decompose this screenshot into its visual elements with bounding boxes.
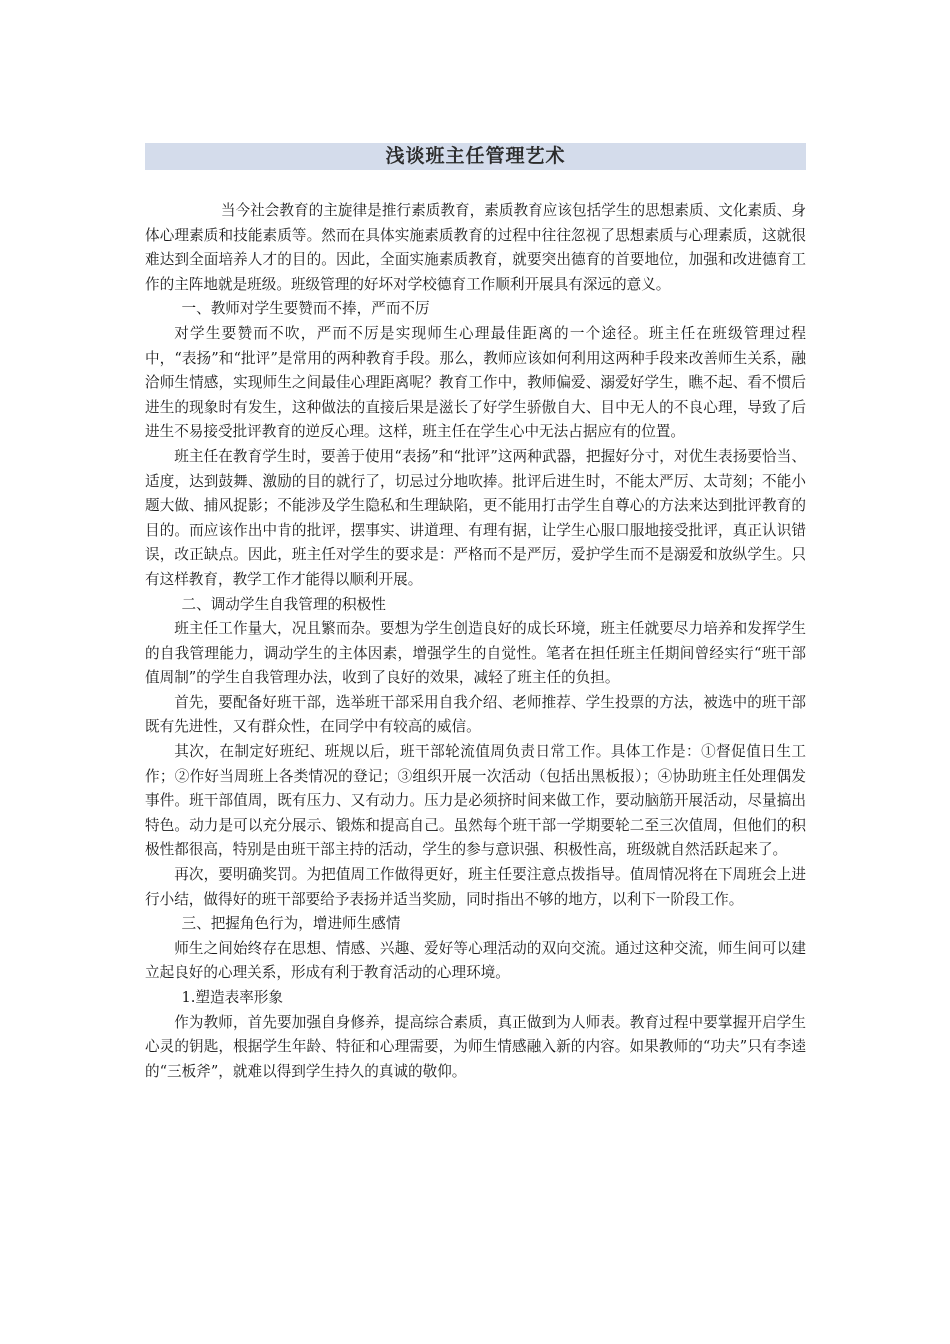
body-paragraph: 班主任工作量大，况且繁而杂。要想为学生创造良好的成长环境，班主任就要尽力培养和发挥学生的自我管理能力，调动学生的主体因素，增强学生的自觉性。笔者在担任班主任期间曾经实行“班干部值周制”的学生自我管理办法，收到了良好的效果，减轻了班主任的负担。 xyxy=(145,620,806,687)
subsection-heading: 1.塑造表率形象 xyxy=(181,989,283,1006)
body-paragraph: 作为教师，首先要加强自身修养，提高综合素质，真正做到为人师表。教育过程中要掌握开启学生心灵的钥匙，根据学生年龄、特征和心理需要，为师生情感融入新的内容。如果教师的“功夫”只有李逵的“三板斧”，就难以得到学生持久的真诚的敬仰。 xyxy=(145,1013,806,1080)
body-paragraph: 对学生要赞而不吹，严而不厉是实现师生心理最佳距离的一个途径。班主任在班级管理过程中，“表扬”和“批评”是常用的两种教育手段。那么，教师应该如何利用这两种手段来改善师生关系，融洽师生情感，实现师生之间最佳心理距离呢？教育工作中，教师偏爱、溺爱好学生，瞧不起、看不惯后进生的现象时有发生，这种做法的直接后果是滋长了好学生骄傲自大、目中无人的不良心理，导致了后进生不易接受批评教育的逆反心理。这样，班主任在学生心中无法占据应有的位置。 xyxy=(145,324,806,441)
section-heading: 三、把握角色行为，增进师生感情 xyxy=(181,915,401,933)
body-paragraph: 首先，要配备好班干部，选举班干部采用自我介绍、老师推荐、学生投票的方法，被选中的班干部既有先进性，又有群众性，在同学中有较高的威信。 xyxy=(145,693,806,736)
body-paragraph: 师生之间始终存在思想、情感、兴趣、爱好等心理活动的双向交流。通过这种交流，师生间可以建立起良好的心理关系，形成有利于教育活动的心理环境。 xyxy=(145,939,806,982)
section-heading: 一、教师对学生要赞而不捧，严而不厉 xyxy=(181,300,430,318)
body-paragraph: 再次，要明确奖罚。为把值周工作做得更好，班主任要注意点拨指导。值周情况将在下周班会上进行小结，做得好的班干部要给予表扬并适当奖励，同时指出不够的地方，以利下一阶段工作。 xyxy=(145,866,806,908)
body-paragraph: 其次，在制定好班纪、班规以后，班干部轮流值周负责日常工作。具体工作是：①督促值日生工作；②作好当周班上各类情况的登记；③组织开展一次活动（包括出黑板报）；④协助班主任处理偶发事件。班干部值周，既有压力、又有动力。压力是必须挤时间来做工作，要动脑筋开展活动，尽量搞出特色。动力是可以充分展示、锻炼和提高自己。虽然每个班干部一学期要轮二至三次值周，但他们的积极性都很高，特别是由班干部主持的活动，学生的参与意识强、积极性高，班级就自然活跃起来了。 xyxy=(145,743,806,859)
body-paragraph: 班主任在教育学生时，要善于使用“表扬”和“批评”这两种武器，把握好分寸，对优生表扬要恰当、适度，达到鼓舞、激励的目的就行了，切忌过分地吹捧。批评后进生时，不能太严厉、太苛刻；不能小题大做、捕风捉影；不能涉及学生隐私和生理缺陷，更不能用打击学生自尊心的方法来达到批评教育的目的。而应该作出中肯的批评，摆事实、讲道理、有理有据，让学生心服口服地接受批评，真正认识错误，改正缺点。因此，班主任对学生的要求是：严格而不是严厉，爱护学生而不是溺爱和放纵学生。只有这样教育，教学工作才能得以顺利开展。 xyxy=(145,447,806,588)
document-page xyxy=(145,143,806,1084)
intro-paragraph: 当今社会教育的主旋律是推行素质教育，素质教育应该包括学生的思想素质、文化素质、身体心理素质和技能素质等。然而在具体实施素质教育的过程中往往忽视了思想素质与心理素质，这就很难达到全面培养人才的目的。因此，全面实施素质教育，就要突出德育的首要地位，加强和改进德育工作的主阵地就是班级。班级管理的好坏对学校德育工作顺利开展具有深远的意义。 xyxy=(145,202,806,293)
section-heading: 二、调动学生自我管理的积极性 xyxy=(181,595,386,613)
document-body xyxy=(145,199,806,1084)
document-title: 浅谈班主任管理艺术 xyxy=(145,143,806,170)
